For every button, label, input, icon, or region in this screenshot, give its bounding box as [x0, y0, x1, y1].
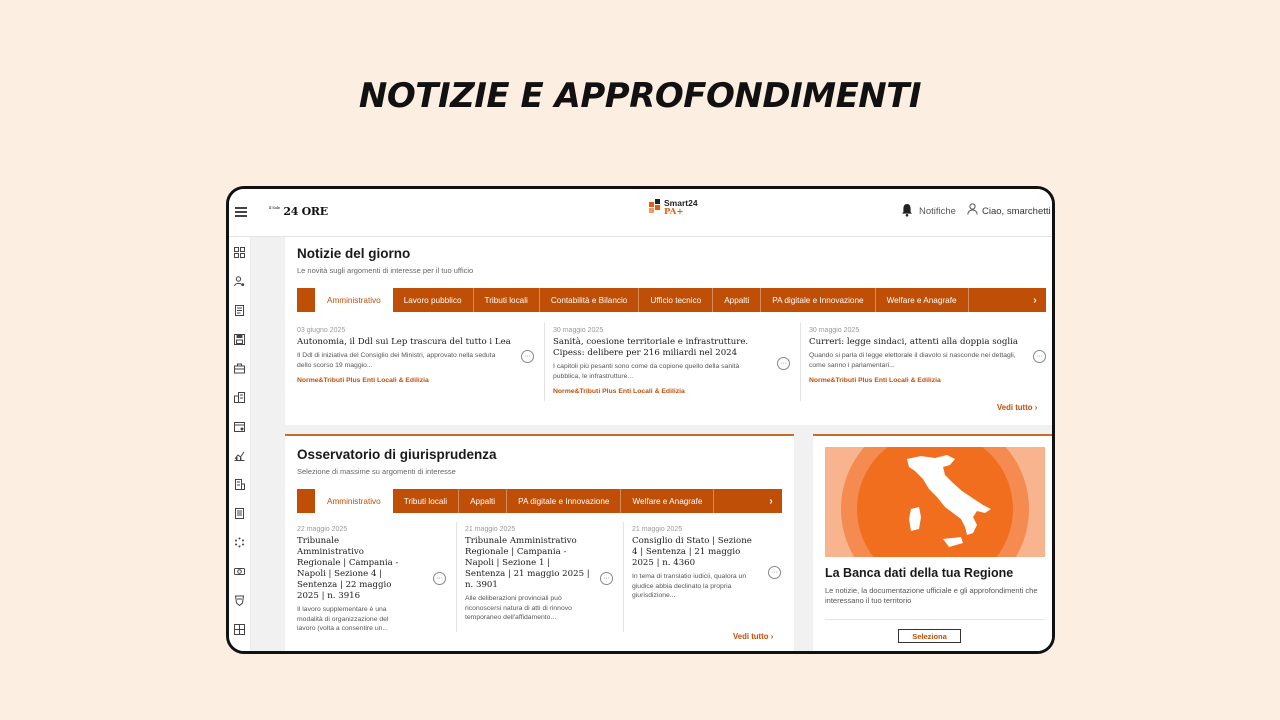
jurisprudence-title: Osservatorio di giurisprudenza: [297, 447, 497, 462]
more-options-icon[interactable]: ···: [777, 357, 790, 370]
notes-icon[interactable]: [234, 508, 245, 519]
dashboard-icon[interactable]: [234, 247, 245, 258]
app-window: [226, 186, 1055, 654]
tab-amministrativo[interactable]: Amministrativo: [315, 288, 393, 312]
card-title[interactable]: Sanità, coesione territoriale e infrastrutture. Cipess: delibere per 216 miliardi nel 2024: [553, 337, 749, 358]
card-source[interactable]: Norme&Tributi Plus Enti Locali & Edilizia: [553, 388, 685, 395]
card-source[interactable]: Norme&Tributi Plus Enti Locali & Edilizia: [809, 377, 941, 384]
card-text: Il Ddl di iniziativa del Consiglio dei Ministri, approvato nella seduta dello scorso 19 maggio...: [297, 352, 496, 369]
ruling-card[interactable]: [632, 526, 757, 601]
loading-icon[interactable]: [234, 537, 245, 548]
bell-icon[interactable]: [901, 203, 913, 217]
brand-name: Smart24: [664, 198, 698, 208]
italy-map-icon: [825, 447, 1045, 557]
jurisprudence-see-all-link[interactable]: Vedi tutto ›: [733, 632, 774, 641]
brand-sub: PA+: [664, 207, 684, 217]
tab-pa-digitale[interactable]: PA digitale e Innovazione: [761, 288, 875, 312]
tab-tributi-locali[interactable]: Tributi locali: [474, 288, 540, 312]
more-options-icon[interactable]: ···: [768, 566, 781, 579]
card-title[interactable]: Curreri: legge sindaci, attenti alla doppia soglia: [809, 337, 1018, 347]
more-options-icon[interactable]: ···: [1033, 350, 1046, 363]
jurisprudence-subtitle: Selezione di massime su argomenti di interesse: [297, 467, 456, 476]
tab-tributi-locali[interactable]: Tributi locali: [393, 489, 459, 513]
region-title: La Banca dati della tua Regione: [825, 566, 1014, 580]
tab-appalti[interactable]: Appalti: [459, 489, 507, 513]
user-icon[interactable]: [967, 203, 978, 215]
user-greeting[interactable]: Ciao, smarchetti: [982, 206, 1051, 217]
card-date: 21 maggio 2025: [632, 526, 683, 533]
card-text: Alle deliberazioni provinciali può riconoscersi natura di atti di rinnovo temporaneo dell'affidamento...: [465, 595, 572, 621]
smart24-pa-logo[interactable]: [649, 199, 698, 217]
users-settings-icon[interactable]: [234, 276, 245, 287]
tab-welfare-anagrafe[interactable]: Welfare e Anagrafe: [876, 288, 969, 312]
badge-icon[interactable]: [234, 595, 245, 606]
tab-pa-digitale[interactable]: PA digitale e Innovazione: [507, 489, 621, 513]
card-date: 21 maggio 2025: [465, 526, 516, 533]
top-bar: [229, 189, 1052, 237]
ruling-card[interactable]: [465, 526, 590, 623]
more-options-icon[interactable]: ···: [521, 350, 534, 363]
card-title[interactable]: Tribunale Amministrativo Regionale | Campania - Napoli | Sezione 4 | Sentenza | 22 maggio 2025 | n. 3916: [297, 536, 399, 601]
card-title[interactable]: Autonomia, il Ddl sui Lep trascura del tutto i Lea: [297, 337, 511, 347]
ruling-card[interactable]: [297, 526, 399, 634]
tab-welfare-anagrafe[interactable]: Welfare e Anagrafe: [621, 489, 714, 513]
news-see-all-link[interactable]: Vedi tutto ›: [997, 403, 1038, 412]
grid-building-icon[interactable]: [234, 624, 245, 635]
save-document-icon[interactable]: [234, 334, 245, 345]
card-source[interactable]: Norme&Tributi Plus Enti Locali & Edilizia: [297, 377, 429, 384]
region-text: Le notizie, la documentazione ufficiale e gli approfondimenti che interessano il tuo territorio: [825, 586, 1038, 605]
card-text: I capitoli più pesanti sono come da copione quello della sanità pubblica, le infrastrutture...: [553, 363, 740, 380]
hamburger-menu-icon[interactable]: [235, 207, 247, 217]
card-date: 22 maggio 2025: [297, 526, 348, 533]
card-text: Il lavoro supplementare è una modalità di organizzazione del lavoro (volta a consentire un...: [297, 606, 389, 632]
slide-title: NOTIZIE E APPROFONDIMENTI: [358, 76, 922, 116]
briefcase-icon[interactable]: [234, 363, 245, 374]
news-tabs: [297, 288, 1046, 312]
jurisprudence-panel: [285, 436, 794, 653]
card-date: 30 maggio 2025: [809, 327, 860, 334]
news-card[interactable]: [297, 327, 517, 384]
card-date: 03 giugno 2025: [297, 327, 346, 334]
sole24ore-logo[interactable]: $^{Il Sole}$ 24 ORE: [269, 205, 328, 218]
news-title: Notizie del giorno: [297, 246, 411, 261]
chevron-right-icon[interactable]: ›: [760, 489, 782, 513]
select-region-button[interactable]: Seleziona: [898, 629, 961, 643]
news-card[interactable]: [553, 327, 758, 395]
tab-lavoro-pubblico[interactable]: Lavoro pubblico: [393, 288, 474, 312]
document-icon[interactable]: [234, 305, 245, 316]
tab-ufficio-tecnico[interactable]: Ufficio tecnico: [639, 288, 713, 312]
smart24-logo-icon: [649, 199, 661, 213]
card-text: Quando si parla di legge elettorale il diavolo si nasconde nei dettagli, come sanno i parlamentari...: [809, 352, 1016, 369]
tab-contabilita-bilancio[interactable]: Contabilità e Bilancio: [540, 288, 639, 312]
news-card[interactable]: [809, 327, 1019, 384]
jurisprudence-tabs: [297, 489, 782, 513]
card-text: In tema di translatio iudicii, qualora un giudice abbia declinato la propria giurisdizione...: [632, 573, 747, 599]
calendar-icon[interactable]: [234, 421, 245, 432]
region-panel: [813, 436, 1055, 653]
tab-appalti[interactable]: Appalti: [713, 288, 761, 312]
news-panel: [285, 237, 1054, 425]
more-options-icon[interactable]: ···: [600, 572, 613, 585]
card-title[interactable]: Tribunale Amministrativo Regionale | Campania - Napoli | Sezione 1 | Sentenza | 21 maggio 2025 | n. 3901: [465, 536, 590, 590]
main-content: [251, 237, 1052, 651]
buildings-icon[interactable]: [234, 392, 245, 403]
card-date: 30 maggio 2025: [553, 327, 604, 334]
region-map-banner: [825, 447, 1045, 557]
more-options-icon[interactable]: ···: [433, 572, 446, 585]
news-subtitle: Le novità sugli argomenti di interesse per il tuo ufficio: [297, 266, 474, 275]
money-icon[interactable]: [234, 566, 245, 577]
chart-icon[interactable]: [234, 450, 245, 461]
building-icon[interactable]: [234, 479, 245, 490]
tab-amministrativo[interactable]: Amministrativo: [315, 489, 393, 513]
chevron-right-icon[interactable]: ›: [1024, 288, 1046, 312]
card-title[interactable]: Consiglio di Stato | Sezione 4 | Sentenza | 21 maggio 2025 | n. 4360: [632, 536, 752, 568]
notifications-link[interactable]: Notifiche: [919, 206, 956, 217]
sidebar: [229, 237, 251, 651]
